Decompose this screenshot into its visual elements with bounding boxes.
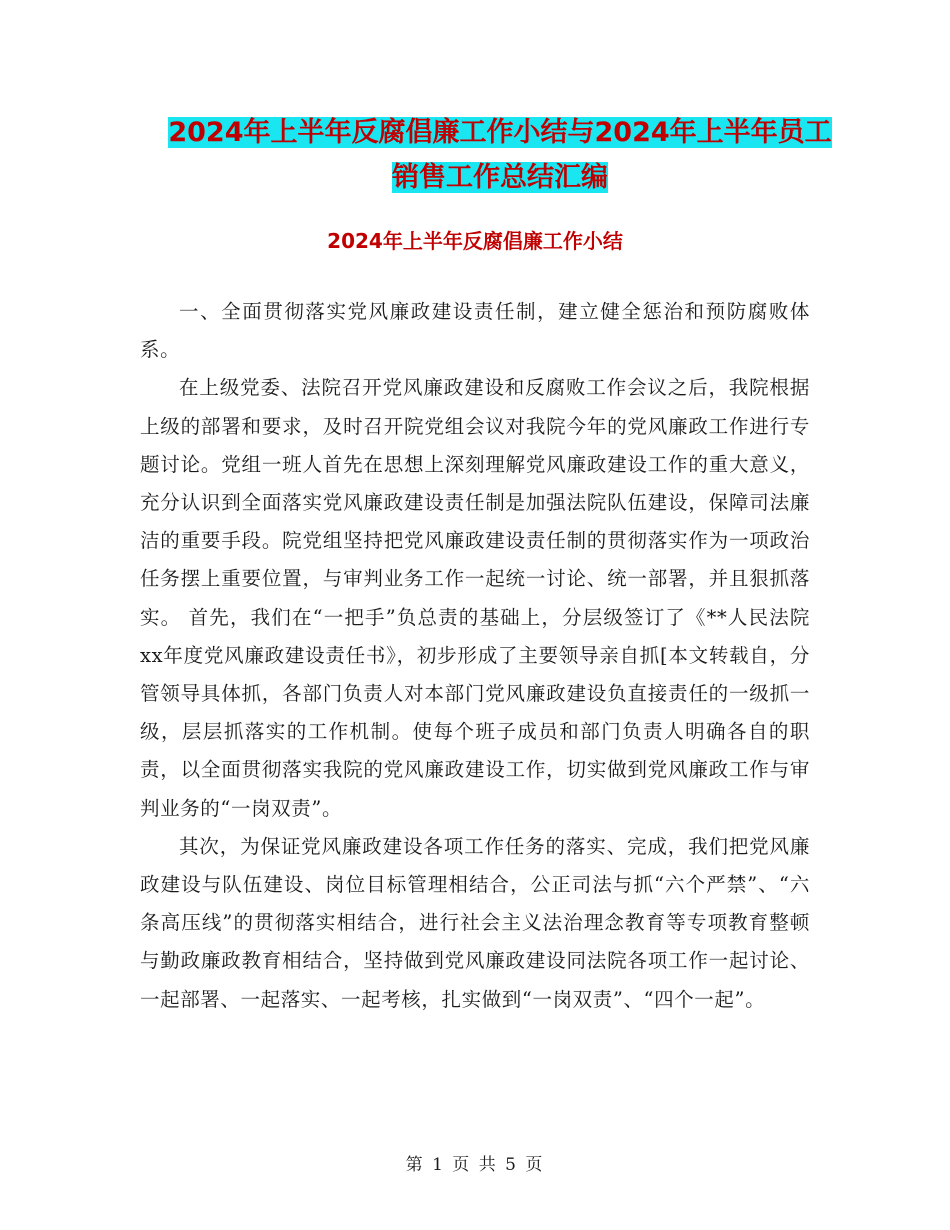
body-text bbox=[140, 293, 810, 1019]
paragraph: 其次，为保证党风廉政建设各项工作任务的落实、完成，我们把党风廉政建设与队伍建设、岗位目标管理相结合，公正司法与抓“六个严禁”、“六条高压线”的贯彻落实相结合，进行社会主义法治理念教育等专项教育整顿与勤政廉政教育相结合，坚持做到党风廉政建设同法院各项工作一起讨论、一起部署、一起落实、一起考核，扎实做到“一岗双责”、“四个一起”。 bbox=[140, 834, 810, 1011]
section-title: 2024年上半年反腐倡廉工作小结 bbox=[327, 229, 623, 253]
page-footer: 第 1 页 共 5 页 bbox=[405, 1155, 545, 1175]
paragraph: 一、全面贯彻落实党风廉政建设责任制，建立健全惩治和预防腐败体系。 bbox=[140, 300, 810, 362]
document-title-line-2: 销售工作总结汇编 bbox=[392, 162, 608, 193]
document-title-line-1: 2024年上半年反腐倡廉工作小结与2024年上半年员工 bbox=[168, 117, 832, 148]
paragraph: 在上级党委、法院召开党风廉政建设和反腐败工作会议之后，我院根据上级的部署和要求，及时召开院党组会议对我院今年的党风廉政工作进行专题讨论。党组一班人首先在思想上深刻理解党风廉政建设工作的重大意义，充分认识到全面落实党风廉政建设责任制是加强法院队伍建设，保障司法廉洁的重要手段。院党组坚持把党风廉政建设责任制的贯彻落实作为一项政治任务摆上重要位置，与审判业务工作一起统一讨论、统一部署，并且狠抓落实。 首先，我们在“一把手”负总责的基础上，分层级签订了《**人民法院xx年度党风廉政建设责任书》，初步形成了主要领导亲自抓[本文转载自，分管领导具体抓，各部门负责人对本部门党风廉政建设负直接责任的一级抓一级，层层抓落实的工作机制。使每个班子成员和部门负责人明确各自的职责，以全面贯彻落实我院的党风廉政建设工作，切实做到党风廉政工作与审判业务的“一岗双责”。 bbox=[140, 376, 810, 820]
document-title bbox=[140, 110, 860, 200]
